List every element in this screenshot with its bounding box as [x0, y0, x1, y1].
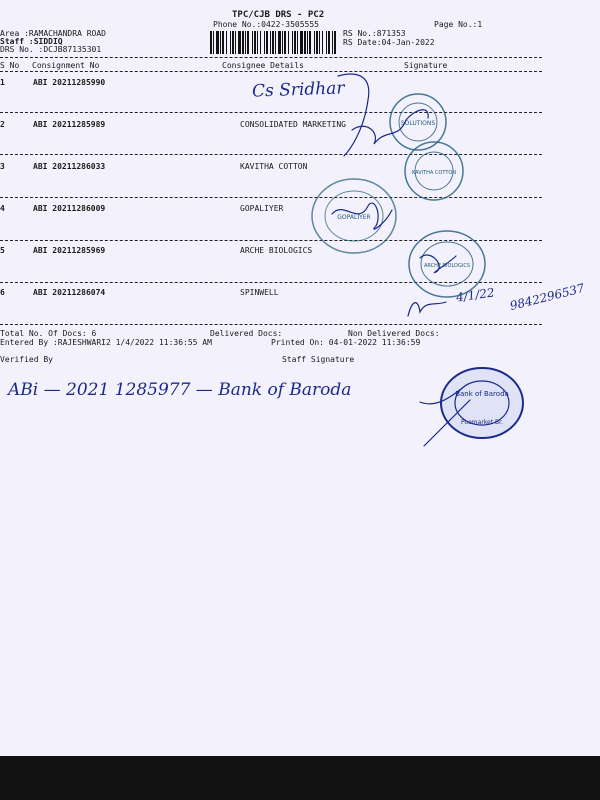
barcode-bar — [270, 31, 271, 54]
barcode-bar — [252, 31, 253, 54]
barcode-bar — [282, 31, 283, 54]
document-title: TPC/CJB DRS - PC2 — [232, 10, 325, 20]
barcode-bar — [307, 31, 308, 54]
col-sno: S No — [0, 61, 20, 70]
barcode-bar — [266, 31, 268, 54]
row-sno: 3 — [0, 162, 5, 171]
barcode-bar — [232, 31, 234, 54]
drs-number: DRS No. :DCJB87135301 — [0, 45, 102, 54]
row-consignment: ABI 20211286074 — [33, 288, 106, 297]
signature-stroke — [408, 302, 446, 316]
barcode-bar — [288, 31, 289, 54]
barcode-bar — [210, 31, 212, 54]
barcode-bar — [213, 31, 214, 54]
bank-stamp — [438, 366, 526, 440]
row-consignee: ARCHE BIOLOGICS — [240, 246, 313, 255]
entered-by: Entered By :RAJESHWARI2 1/4/2022 11:36:55 AM — [0, 338, 212, 347]
row-sno: 5 — [0, 246, 5, 255]
barcode-bar — [300, 31, 303, 54]
barcode-bar — [275, 31, 276, 54]
area-label: Area :RAMACHANDRA ROAD — [0, 29, 106, 38]
barcode-bar — [322, 31, 323, 54]
handwritten-phone: 9842296537 — [508, 280, 586, 314]
divider — [0, 57, 542, 58]
stamp-text: KAVITHA COTTON — [411, 170, 457, 176]
row-consignment: ABI 20211285969 — [33, 246, 106, 255]
company-stamp — [309, 176, 399, 256]
col-signature: Signature — [404, 61, 448, 70]
col-consignment: Consignment No — [32, 61, 100, 70]
barcode-bar — [247, 31, 249, 54]
barcode-bar — [222, 31, 224, 54]
printed-on: Printed On: 04-01-2022 11:36:59 — [271, 338, 421, 347]
row-consignment: ABI 20211285989 — [33, 120, 106, 129]
barcode-bar — [332, 31, 333, 54]
stamp-text: Bank of Baroda — [455, 390, 509, 398]
row-consignment: ABI 20211285990 — [33, 78, 106, 87]
row-sno: 4 — [0, 204, 5, 213]
barcode-bar — [334, 31, 336, 54]
handwritten-date: 4/1/22 — [455, 285, 496, 305]
barcode-bar — [254, 31, 256, 54]
barcode-bar — [235, 31, 236, 54]
barcode-bar — [284, 31, 286, 54]
barcode-bar — [216, 31, 219, 54]
barcode-bar — [260, 31, 261, 54]
non-delivered-docs: Non Delivered Docs: — [348, 329, 440, 338]
barcode-bar — [278, 31, 281, 54]
rs-number: RS No.:871353 — [343, 29, 406, 38]
row-divider — [0, 112, 542, 113]
barcode-bar — [294, 31, 296, 54]
row-consignee: GOPALIYER — [240, 204, 284, 213]
col-consignee: Consignee Details — [222, 61, 304, 70]
stamp-branch-text: Poomarket Br. — [461, 419, 503, 426]
company-stamp — [406, 228, 488, 300]
row-divider — [0, 324, 542, 325]
barcode-bar — [230, 31, 231, 54]
stamp-text: SOLUTIONS — [400, 120, 436, 127]
barcode-bar — [309, 31, 311, 54]
scan-shadow — [0, 756, 600, 800]
stamp-text: ARCHE BIOLOGICS — [423, 263, 471, 269]
barcode — [210, 31, 336, 54]
phone-number: Phone No.:0422-3505555 — [213, 20, 319, 29]
row-consignee: KAVITHA COTTON — [240, 162, 308, 171]
verified-by: Verified By — [0, 355, 53, 364]
stamp-text: GOPALIYER — [337, 214, 371, 221]
barcode-bar — [238, 31, 241, 54]
barcode-bar — [245, 31, 246, 54]
barcode-bar — [304, 31, 306, 54]
delivered-docs: Delivered Docs: — [210, 329, 283, 338]
barcode-bar — [226, 31, 227, 54]
row-sno: 2 — [0, 120, 5, 129]
barcode-bar — [297, 31, 298, 54]
row-sno: 1 — [0, 78, 5, 87]
staff-signature-label: Staff Signature — [282, 355, 355, 364]
staff-label: Staff :SIDDIQ — [0, 37, 63, 46]
row-consignment: ABI 20211286033 — [33, 162, 106, 171]
barcode-bar — [264, 31, 265, 54]
company-stamp — [403, 140, 465, 202]
barcode-bar — [314, 31, 315, 54]
barcode-bar — [257, 31, 258, 54]
barcode-bar — [272, 31, 274, 54]
row-consignee: SPINWELL — [240, 288, 279, 297]
rs-date: RS Date:04-Jan-2022 — [343, 38, 435, 47]
barcode-bar — [316, 31, 318, 54]
total-docs: Total No. Of Docs: 6 — [0, 329, 97, 338]
row-consignment: ABI 20211286009 — [33, 204, 106, 213]
page-number: Page No.:1 — [434, 20, 483, 29]
barcode-bar — [326, 31, 327, 54]
barcode-bar — [328, 31, 330, 54]
barcode-bar — [292, 31, 293, 54]
barcode-bar — [319, 31, 320, 54]
handwritten-note: ABi — 2021 1285977 — Bank of Baroda — [8, 380, 352, 400]
row-consignee: CONSOLIDATED MARKETING — [240, 120, 346, 129]
divider — [0, 71, 542, 72]
barcode-bar — [242, 31, 244, 54]
row-sno: 6 — [0, 288, 5, 297]
handwritten-signature-row1: Cs Sridhar — [251, 78, 345, 102]
barcode-bar — [220, 31, 221, 54]
